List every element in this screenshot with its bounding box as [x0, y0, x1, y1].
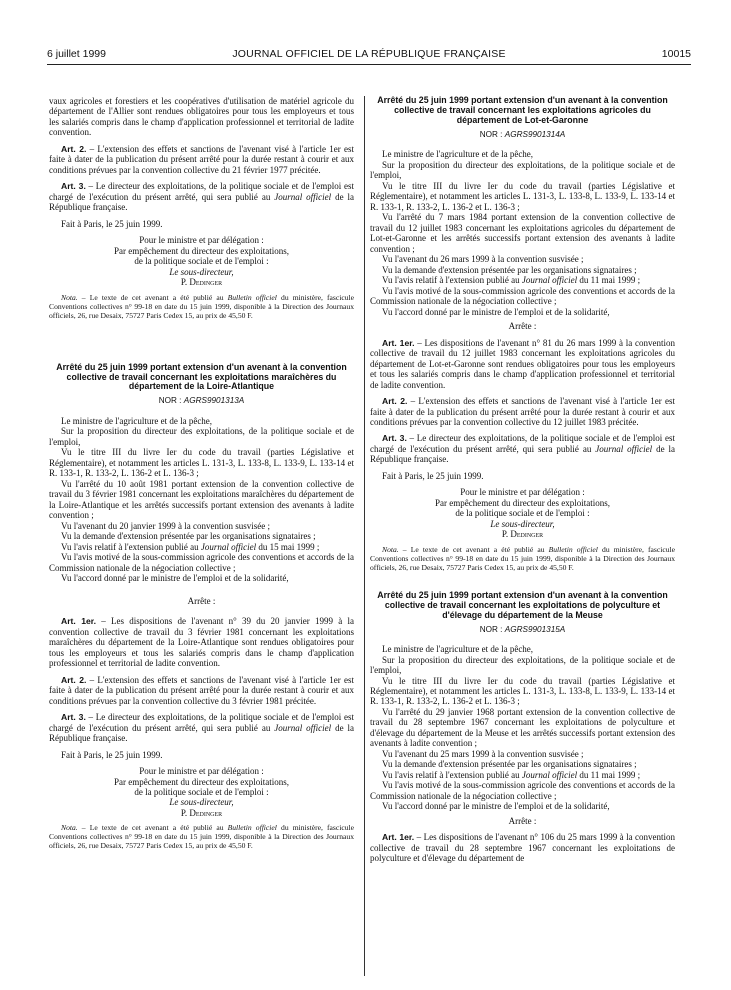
recital: Vu l'accord donné par le ministre de l'emploi et de la solidarité, [382, 306, 610, 317]
nota-note [370, 546, 675, 573]
signature-line: Pour le ministre et par délégation : [139, 766, 264, 777]
article-2 [370, 396, 675, 427]
recital: Vu le titre III du livre Ier du code du travail (parties Législative et Réglementaire), et notamment les articles L. 131-3, L. 133-8, L. 133-9, L. 133-14 et R. 133-1, R. 133-2, L. 136-2 et L. 136-3 ; [370, 675, 675, 707]
nota-label: Nota. [61, 823, 78, 833]
signature-block [49, 235, 354, 287]
recital-text: du 11 mai 1999 ; [577, 275, 641, 286]
recital-text: du 15 mai 1999 ; [256, 541, 320, 552]
recital-text: du 11 mai 1999 ; [577, 769, 641, 780]
bulletin-officiel-ref: Bulletin officiel [548, 544, 598, 554]
article-text: – Le directeur des exploitations, de la politique sociale et de l'emploi est chargé de l'exécution du présent arrêté, qui sera publié au [49, 181, 354, 202]
recital: Vu l'arrêté du 10 août 1981 portant extension de la convention collective de travail du 3 février 1981 concernant les exploitations maraîchères du département de la Loire-Atlantique et les arrêtés successifs portant extension des avenants à ladite convention ; [49, 478, 354, 521]
article-label: Art. 1er. [382, 337, 415, 348]
fait-a-paris: Fait à Paris, le 25 juin 1999. [61, 218, 163, 229]
article-label: Art. 2. [61, 674, 87, 685]
recital: Vu le titre III du livre Ier du code du travail (parties Législative et Réglementaire), et notamment les articles L. 131-3, L. 133-8, L. 133-9, L. 133-14 et R. 133-1, R. 133-2, L. 136-2 et L. 136-3 ; [49, 447, 354, 479]
signature-line: Par empêchement du directeur des exploitations, [114, 776, 289, 787]
signature-line: de la politique sociale et de l'emploi : [134, 786, 269, 797]
header-date: 6 juillet 1999 [47, 48, 106, 60]
fait-a-paris: Fait à Paris, le 25 juin 1999. [382, 470, 484, 481]
recital: Vu l'accord donné par le ministre de l'emploi et de la solidarité, [61, 573, 289, 584]
column-separator [364, 96, 365, 976]
signature-line: de la politique sociale et de l'emploi : [455, 508, 590, 519]
nor-label: NOR : [479, 129, 503, 139]
signature-title: Le sous-directeur, [169, 266, 234, 277]
page-header [47, 48, 691, 62]
article-3 [49, 181, 354, 212]
recital: Vu la demande d'extension présentée par les organisations signataires ; [382, 264, 637, 275]
journal-officiel-ref: Journal officiel [521, 769, 578, 780]
nor-reference [49, 396, 354, 406]
signature-title: Le sous-directeur, [490, 518, 555, 529]
journal-officiel-ref: Journal officiel [274, 722, 332, 733]
article-text: – Le directeur des exploitations, de la politique sociale et de l'emploi est chargé de l'exécution du présent arrêté, qui sera publié au [49, 712, 354, 733]
article-1 [49, 616, 354, 668]
signature-line: Pour le ministre et par délégation : [460, 487, 585, 498]
recital: Vu l'avis motivé de la sous-commission agricole des conventions et accords de la Commission nationale de la négociation collective ; [370, 285, 675, 307]
arrete-heading: Arrête : [508, 321, 537, 332]
nor-reference [370, 130, 675, 140]
decree-title: Arrêté du 25 juin 1999 portant extension d'un avenant à la convention collective de travail concernant les exploitations agricoles du département de Lot-et-Garonne [377, 95, 668, 125]
recital: Vu l'avis motivé de la sous-commission agricole des conventions et accords de la Commission nationale de la négociation collective ; [49, 552, 354, 573]
article-1 [370, 338, 675, 390]
recital: Vu la demande d'extension présentée par les organisations signataires ; [61, 531, 316, 542]
header-journal-title: JOURNAL OFFICIEL DE LA RÉPUBLIQUE FRANÇAISE [232, 48, 506, 60]
article-1 [370, 832, 675, 863]
recital: Sur la proposition du directeur des exploitations, de la politique sociale et de l'emploi, [370, 159, 675, 181]
article-label: Art. 2. [61, 143, 87, 154]
recital-text: Vu l'avis relatif à l'extension publié au [382, 275, 522, 286]
recital: Vu l'arrêté du 29 janvier 1968 portant extension de la convention collective de travail du 28 septembre 1967 concernant les exploitations de polyculture et d'élevage du département de la Meuse et les arrêtés successifs portant extension des avenants à ladite convention ; [370, 706, 675, 749]
journal-officiel-ref: Journal officiel [274, 191, 332, 202]
nota-text: – Le texte de cet avenant a été publié au [77, 823, 228, 833]
article-text: – L'extension des effets et sanctions de l'avenant visé à l'article 1er est faite à dater de la publication du présent arrêté pour la durée restant à courir et aux conditions prévues par la convention collective du 12 juillet 1983 précitée. [370, 396, 675, 427]
nota-text: – Le texte de cet avenant a été publié au [77, 292, 228, 302]
recital [370, 275, 675, 285]
right-column [370, 96, 675, 870]
article-3 [370, 433, 675, 464]
article-label: Art. 3. [61, 181, 86, 192]
nor-label: NOR : [479, 624, 503, 634]
signature-line: Par empêchement du directeur des exploitations, [435, 497, 610, 508]
article-text: – Les dispositions de l'avenant n° 106 du 25 mars 1999 à la convention collective de travail du 28 septembre 1967 concernant les exploitations de polyculture et d'élevage du département de [370, 832, 675, 864]
article-2 [49, 144, 354, 175]
signature-block [370, 487, 675, 539]
recital: Vu l'avenant du 26 mars 1999 à la convention susvisée ; [382, 254, 584, 265]
article-text: – L'extension des effets et sanctions de l'avenant visé à l'article 1er est faite à dater de la publication du présent arrêté pour la durée restant à courir et aux conditions prévues par la convention collective du 21 février 1977 précitée. [49, 143, 354, 175]
continued-paragraph: vaux agricoles et forestiers et les coopératives d'utilisation de matériel agricole du département de l'Allier sont rendues obligatoires pour tous les employeurs et tous les salariés compris dans le champ d'application professionnel et territorial de ladite convention. [49, 96, 354, 138]
recital: Vu l'avenant du 25 mars 1999 à la convention susvisée ; [382, 748, 584, 759]
recital: Vu l'arrêté du 7 mars 1984 portant extension de la convention collective de travail du 12 juillet 1983 concernant les exploitations agricoles du département de Lot-et-Garonne et les arrêtés successifs portant extension des avenants à ladite convention ; [370, 212, 675, 254]
nota-label: Nota. [61, 292, 78, 302]
recital: Vu l'avenant du 20 janvier 1999 à la convention susvisée ; [61, 520, 271, 531]
nota-text: du ministère, fascicule Conventions collectives n° 99-18 en date du 15 juin 1999, disponible à la Direction des Journaux officiels, 26, rue Desaix, 75727 Paris Cedex 15, au prix de 45,50 F. [49, 292, 354, 320]
nota-text: du ministère, fascicule Conventions collectives n° 99-18 en date du 15 juin 1999, disponible à la Direction des Journaux officiels, 26, rue Desaix, 75727 Paris Cedex 15, au prix de 45,50 F. [49, 823, 354, 851]
bulletin-officiel-ref: Bulletin officiel [227, 823, 277, 833]
recital: Le ministre de l'agriculture et de la pêche, [382, 644, 534, 655]
article-text: de la République française. [49, 722, 354, 744]
signature-line: Pour le ministre et par délégation : [139, 235, 264, 246]
arrete-heading: Arrête : [187, 595, 216, 606]
article-label: Art. 3. [61, 712, 86, 723]
recital: Vu l'avis motivé de la sous-commission agricole des conventions et accords de la Commission nationale de la négociation collective ; [370, 780, 675, 801]
recital: Vu la demande d'extension présentée par les organisations signataires ; [382, 759, 637, 770]
recital [49, 542, 354, 552]
article-3 [49, 712, 354, 743]
article-text: – L'extension des effets et sanctions de l'avenant visé à l'article 1er est faite à dater de la publication du présent arrêté pour la durée restant à courir et aux conditions prévues par la convention collective du 3 février 1981 précitée. [49, 674, 354, 706]
recital-text: Vu l'avis relatif à l'extension publié au [61, 541, 201, 552]
nor-label: NOR : [158, 396, 182, 406]
signature-title: Le sous-directeur, [169, 797, 234, 808]
journal-officiel-ref: Journal officiel [595, 443, 653, 454]
arrete-heading: Arrête : [508, 815, 537, 826]
recital: Sur la proposition du directeur des exploitations, de la politique sociale et de l'emploi, [370, 654, 675, 676]
signature-line: Par empêchement du directeur des exploitations, [114, 245, 289, 256]
fait-a-paris: Fait à Paris, le 25 juin 1999. [61, 749, 163, 760]
nor-code: AGRS9901314A [504, 129, 566, 139]
article-label: Art. 1er. [61, 616, 97, 627]
article-text: – Les dispositions de l'avenant n° 39 du 20 janvier 1999 à la convention collective de travail du 3 février 1981 concernant les exploitations maraîchères du département de la Loire-Atlantique sont rendues obligatoires pour tous les employeurs et tous les salariés compris dans le champ d'application professionnel et territorial de ladite convention. [49, 616, 354, 669]
nota-text: – Le texte de cet avenant a été publié au [398, 544, 549, 554]
left-column [49, 96, 354, 851]
nor-reference [370, 625, 675, 635]
nor-code: AGRS9901315A [504, 624, 566, 634]
recital: Le ministre de l'agriculture et de la pêche, [382, 149, 534, 160]
signatory-name: P. Dedinger [180, 277, 223, 288]
article-text: de la République française. [370, 443, 675, 465]
decree-title: Arrêté du 25 juin 1999 portant extension d'un avenant à la convention collective de travail concernant les exploitations de polyculture et d'élevage du département de la Meuse [377, 589, 668, 620]
nota-text: du ministère, fascicule Conventions collectives n° 99-18 en date du 15 juin 1999, disponible à la Direction des Journaux officiels, 26, rue Desaix, 75727 Paris Cedex 15, au prix de 45,50 F. [370, 544, 675, 572]
recital [370, 770, 675, 780]
recital: Vu l'accord donné par le ministre de l'emploi et de la solidarité, [382, 801, 610, 812]
signature-block [49, 766, 354, 818]
signature-line: de la politique sociale et de l'emploi : [134, 256, 269, 267]
article-text: de la République française. [49, 191, 354, 213]
article-text: – Les dispositions de l'avenant n° 81 du 26 mars 1999 à la convention collective de travail du 12 juillet 1983 concernant les exploitations agricoles du département de Lot-et-Garonne sont rendues obligatoires pour tous les employeurs et tous les salariés compris dans le champ d'application professionnel et territorial de ladite convention. [370, 337, 675, 390]
nota-note [49, 294, 354, 321]
signatory-name: P. Dedinger [501, 529, 544, 540]
journal-officiel-ref: Journal officiel [200, 541, 257, 552]
recital-text: Vu l'avis relatif à l'extension publié au [382, 769, 522, 780]
nota-label: Nota. [382, 544, 399, 554]
decree-title: Arrêté du 25 juin 1999 portant extension d'un avenant à la convention collective de travail concernant les exploitations maraîchères du département de la Loire-Atlantique [56, 361, 347, 392]
signatory-name: P. Dedinger [180, 807, 223, 818]
bulletin-officiel-ref: Bulletin officiel [227, 292, 277, 302]
recital: Le ministre de l'agriculture et de la pêche, [61, 415, 213, 426]
nor-code: AGRS9901313A [183, 396, 245, 406]
nota-note [49, 824, 354, 851]
article-label: Art. 3. [382, 433, 407, 444]
article-text: – Le directeur des exploitations, de la politique sociale et de l'emploi est chargé de l'exécution du présent arrêté, qui sera publié au [370, 433, 675, 454]
journal-officiel-ref: Journal officiel [521, 275, 578, 286]
recital: Vu le titre III du livre Ier du code du travail (parties Législative et Réglementaire), et notamment les articles L. 131-3, L. 133-8, L. 133-9, L. 133-14 et R. 133-1, R. 133-2, L. 136-2 et L. 136-3 ; [370, 180, 675, 212]
header-rule [47, 64, 691, 65]
recital: Sur la proposition du directeur des exploitations, de la politique sociale et de l'emploi, [49, 426, 354, 447]
article-label: Art. 1er. [382, 832, 415, 843]
article-label: Art. 2. [382, 396, 408, 407]
article-2 [49, 675, 354, 706]
header-page-number: 10015 [661, 48, 691, 60]
